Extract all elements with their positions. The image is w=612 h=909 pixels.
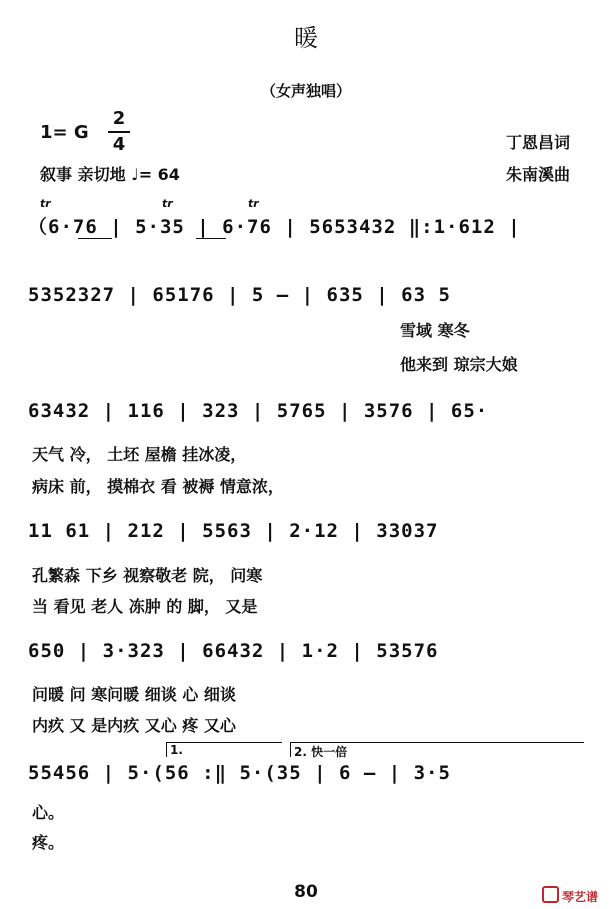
trill-mark: tr bbox=[248, 197, 259, 210]
logo-icon bbox=[542, 886, 559, 903]
lyric-verse-2-row-4: 当 看见 老人 冻肿 的 脚， 又是 bbox=[32, 597, 258, 616]
notation-row-1: （6·76 | 5·35 | 6·76 | 5653432 ‖:1·612 | bbox=[28, 216, 521, 238]
notation-row-5: 650 | 3·323 | 66432 | 1·2 | 53576 bbox=[28, 640, 439, 662]
notation-row-2: 5352327 | 65176 | 5 – | 635 | 63 5 bbox=[28, 284, 451, 306]
composer-credit: 朱南溪曲 bbox=[505, 165, 570, 184]
lyric-verse-1-row-4: 孔繁森 下乡 视察敬老 院， 问寒 bbox=[32, 566, 263, 585]
key-signature: 1= G bbox=[40, 122, 89, 143]
lyric-verse-1-row-3: 天气 冷， 土坯 屋檐 挂冰凌， bbox=[32, 445, 247, 464]
beam-line bbox=[196, 238, 226, 239]
watermark-text: 琴艺谱 bbox=[561, 890, 598, 904]
trill-mark: tr bbox=[162, 197, 173, 210]
lyric-verse-2-row-5: 内疚 又 是内疚 又心 疼 又心 bbox=[32, 716, 236, 735]
lyric-verse-2-row-6: 疼。 bbox=[32, 833, 65, 852]
trill-mark: tr bbox=[40, 197, 51, 210]
tempo-marking: 叙事 亲切地 ♩= 64 bbox=[40, 165, 180, 184]
notation-row-3: 63432 | 116 | 323 | 5765 | 3576 | 65· bbox=[28, 400, 489, 422]
time-bottom: 4 bbox=[112, 134, 126, 155]
notation-row-4: 11 61 | 212 | 5563 | 2·12 | 33037 bbox=[28, 520, 439, 542]
volta-bracket-2: 2. 快一倍 bbox=[290, 742, 584, 757]
lyric-verse-2-row-3: 病床 前， 摸棉衣 看 被褥 情意浓， bbox=[32, 477, 284, 496]
notation-row-6: 55456 | 5·(56 :‖ 5·(35 | 6 – | 3·5 bbox=[28, 762, 451, 784]
song-subtitle: （女声独唱） bbox=[260, 82, 351, 100]
volta-bracket-1: 1. bbox=[166, 742, 282, 757]
time-signature bbox=[108, 108, 130, 156]
lyric-verse-1-row-2: 雪域 寒冬 bbox=[400, 321, 470, 340]
page-number: 80 bbox=[294, 882, 318, 902]
lyric-verse-2-row-2: 他来到 琼宗大娘 bbox=[400, 355, 518, 374]
song-title: 暖 bbox=[294, 24, 318, 52]
lyricist-credit: 丁恩昌词 bbox=[505, 133, 570, 152]
time-top: 2 bbox=[112, 108, 126, 129]
time-bar bbox=[108, 131, 130, 133]
beam-line bbox=[78, 238, 112, 239]
lyric-verse-1-row-6: 心。 bbox=[32, 803, 65, 822]
watermark-logo bbox=[542, 886, 598, 905]
lyric-verse-1-row-5: 问暖 问 寒问暖 细谈 心 细谈 bbox=[32, 685, 236, 704]
